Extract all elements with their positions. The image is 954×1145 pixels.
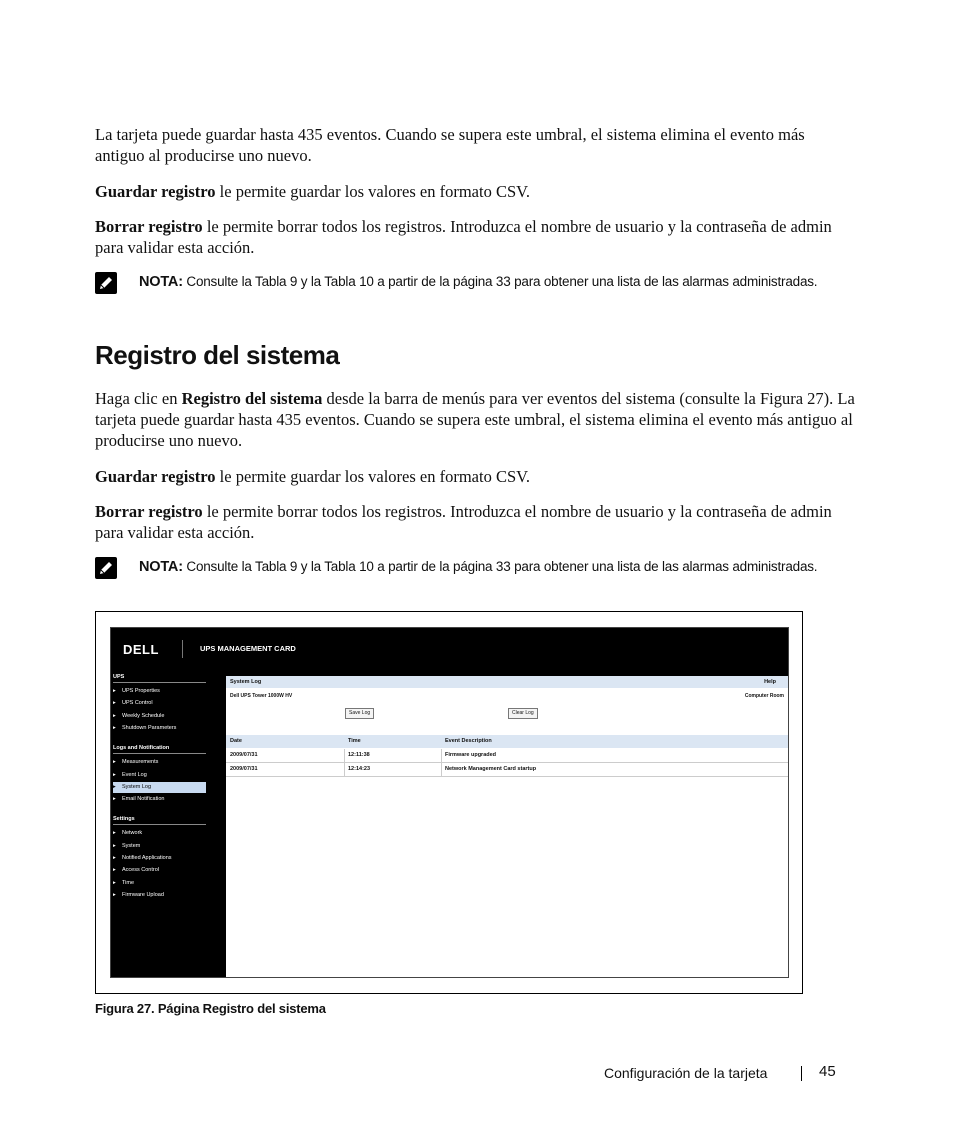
figure-caption: Figura 27. Página Registro del sistema bbox=[95, 1001, 326, 1016]
footer-section-title: Configuración de la tarjeta bbox=[604, 1065, 768, 1081]
page-title: System Log bbox=[230, 679, 262, 685]
sidebar-item[interactable] bbox=[113, 782, 206, 793]
note-text-2: Consulte la Tabla 9 y la Tabla 10 a partir de la página 33 para obtener una lista de las alarmas administradas. bbox=[182, 559, 818, 574]
ups-web-screenshot bbox=[110, 627, 789, 978]
sidebar-item-label: Network bbox=[122, 830, 143, 837]
device-row bbox=[226, 691, 788, 701]
sidebar-item[interactable] bbox=[113, 770, 206, 781]
save-log-paragraph-1 bbox=[95, 181, 855, 202]
chevron-right-icon: ▸ bbox=[113, 891, 116, 898]
section-heading: Registro del sistema bbox=[95, 340, 340, 370]
chevron-right-icon: ▸ bbox=[113, 688, 116, 694]
product-title: UPS MANAGEMENT CARD bbox=[200, 644, 296, 653]
clear-log-term: Borrar registro bbox=[95, 217, 203, 236]
sidebar-item-label: Notified Applications bbox=[122, 855, 172, 861]
title-bar bbox=[226, 676, 788, 688]
sidebar-item-label: UPS Control bbox=[122, 700, 153, 707]
sidebar-item[interactable] bbox=[113, 711, 206, 722]
sidebar-item-label: UPS Properties bbox=[122, 688, 160, 694]
table-row bbox=[226, 763, 788, 777]
sidebar-item-label: Event Log bbox=[122, 771, 147, 778]
sidebar-group-title: UPS bbox=[113, 674, 206, 683]
chevron-right-icon: ▸ bbox=[113, 879, 116, 886]
clear-log-paragraph-2 bbox=[95, 501, 855, 543]
device-location: Computer Room bbox=[744, 693, 784, 699]
chevron-right-icon: ▸ bbox=[113, 783, 116, 790]
sidebar-item[interactable] bbox=[113, 723, 206, 734]
clear-log-text-2: le permite borrar todos los registros. Introduzca el nombre de usuario y la contraseña de admin para validar esta acción. bbox=[95, 502, 832, 542]
col-time: Time bbox=[348, 738, 361, 744]
row-date: 2009/07/31 bbox=[230, 752, 258, 758]
clear-log-button[interactable]: Clear Log bbox=[508, 708, 538, 719]
clear-log-paragraph-1 bbox=[95, 216, 855, 258]
app-header bbox=[111, 628, 788, 670]
chevron-right-icon: ▸ bbox=[113, 796, 116, 803]
sidebar-item[interactable] bbox=[113, 828, 206, 839]
col-event: Event Description bbox=[445, 738, 492, 744]
sidebar-item[interactable] bbox=[113, 757, 206, 768]
table-header bbox=[226, 735, 788, 748]
row-time: 12:14:23 bbox=[348, 766, 371, 772]
note-pencil-icon bbox=[95, 272, 117, 294]
save-log-text: le permite guardar los valores en formato CSV. bbox=[215, 182, 531, 201]
sidebar-item-label: System Log bbox=[122, 783, 152, 790]
sidebar bbox=[111, 670, 222, 977]
save-log-button[interactable]: Save Log bbox=[345, 708, 374, 719]
clear-log-text: le permite borrar todos los registros. Introduzca el nombre de usuario y la contraseña de admin para validar esta acción. bbox=[95, 217, 832, 257]
row-event: Firmware upgraded bbox=[445, 752, 497, 758]
sidebar-item-label: Measurements bbox=[122, 759, 159, 766]
clear-log-term-2: Borrar registro bbox=[95, 502, 203, 521]
note-2 bbox=[139, 557, 819, 577]
device-name: Dell UPS Tower 1000W HV bbox=[230, 693, 293, 699]
note-label: NOTA: bbox=[139, 274, 183, 290]
chevron-right-icon: ▸ bbox=[113, 712, 116, 719]
save-log-term-2: Guardar registro bbox=[95, 467, 216, 486]
row-event: Network Management Card startup bbox=[445, 766, 537, 772]
sidebar-item[interactable] bbox=[113, 686, 206, 697]
table-row bbox=[226, 749, 788, 763]
chevron-right-icon: ▸ bbox=[113, 867, 116, 874]
sidebar-group-title: Settings bbox=[113, 816, 206, 825]
main-panel bbox=[226, 676, 788, 977]
sidebar-group-title: Logs and Notification bbox=[113, 745, 206, 754]
footer-divider bbox=[801, 1066, 802, 1081]
chevron-right-icon: ▸ bbox=[113, 759, 116, 766]
sidebar-item[interactable] bbox=[113, 853, 206, 864]
sidebar-item-label: Access Control bbox=[122, 867, 159, 874]
chevron-right-icon: ▸ bbox=[113, 830, 116, 837]
sidebar-item-label: Weekly Schedule bbox=[122, 712, 165, 719]
intro-paragraph-1: La tarjeta puede guardar hasta 435 eventos. Cuando se supera este umbral, el sistema elimina el evento más antiguo al producirse uno nuevo. bbox=[95, 125, 805, 165]
row-date: 2009/07/31 bbox=[230, 766, 258, 772]
chevron-right-icon: ▸ bbox=[113, 855, 116, 861]
chevron-right-icon: ▸ bbox=[113, 842, 116, 849]
note-pencil-icon bbox=[95, 557, 117, 579]
dell-logo: DELL bbox=[123, 642, 159, 657]
intro-pre: Haga clic en bbox=[95, 389, 182, 408]
sidebar-item-label: Firmware Upload bbox=[122, 891, 164, 898]
intro-rest: desde la barra de menús para ver eventos del sistema (consulte la Figura 27). La tarjeta puede guardar hasta 435 eventos. Cuando se supera este umbral, el sistema elimina el evento más antiguo al producirse uno nuevo. bbox=[95, 389, 855, 450]
row-time: 12:11:38 bbox=[348, 752, 370, 758]
page-number: 45 bbox=[819, 1063, 836, 1080]
intro-term: Registro del sistema bbox=[181, 389, 323, 408]
sidebar-item-label: Shutdown Parameters bbox=[122, 724, 177, 731]
sidebar-item-label: Time bbox=[122, 879, 135, 886]
sidebar-item[interactable] bbox=[113, 890, 206, 901]
sidebar-item[interactable] bbox=[113, 878, 206, 889]
chevron-right-icon: ▸ bbox=[113, 771, 116, 778]
col-date: Date bbox=[230, 738, 242, 744]
sidebar-item[interactable] bbox=[113, 841, 206, 852]
sidebar-item[interactable] bbox=[113, 794, 206, 805]
header-divider bbox=[182, 640, 183, 658]
help-link[interactable]: Help bbox=[764, 679, 776, 685]
chevron-right-icon: ▸ bbox=[113, 700, 116, 707]
figure-frame bbox=[95, 611, 803, 994]
sidebar-item-label: System bbox=[122, 842, 141, 849]
chevron-right-icon: ▸ bbox=[113, 724, 116, 731]
note-text: Consulte la Tabla 9 y la Tabla 10 a partir de la página 33 para obtener una lista de las alarmas administradas. bbox=[182, 274, 818, 289]
save-log-term: Guardar registro bbox=[95, 182, 216, 201]
note-1 bbox=[139, 272, 819, 292]
sidebar-item[interactable] bbox=[113, 865, 206, 876]
section-intro-paragraph bbox=[95, 388, 855, 451]
save-log-paragraph-2 bbox=[95, 466, 855, 487]
sidebar-item-label: Email Notification bbox=[122, 796, 165, 803]
sidebar-item[interactable] bbox=[113, 698, 206, 709]
note-label-2: NOTA: bbox=[139, 559, 183, 575]
save-log-text-2: le permite guardar los valores en formato CSV. bbox=[215, 467, 531, 486]
